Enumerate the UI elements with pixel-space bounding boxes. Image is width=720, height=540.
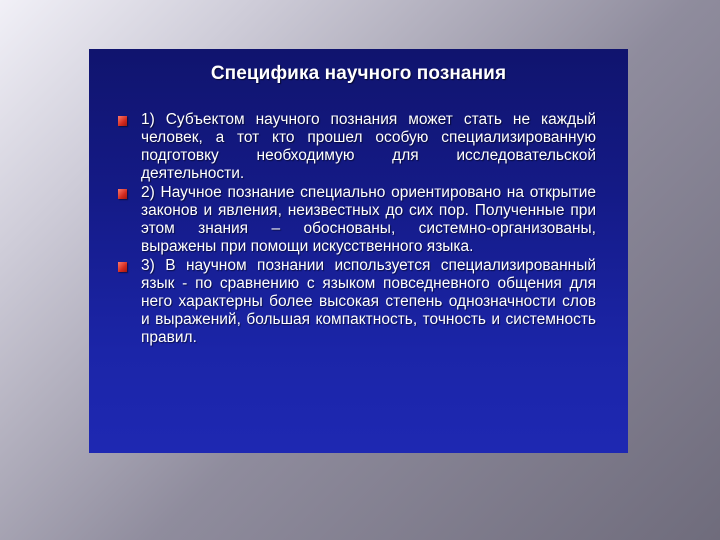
bullet-list: [118, 111, 596, 348]
slide-title: Специфика научного познания: [210, 63, 507, 84]
square-bullet-icon: [118, 262, 127, 272]
square-bullet-icon: [118, 116, 127, 126]
bullet-item-text: 1) Субъектом научного познания может стать не каждый человек, а тот кто прошел особую специализированную подготовку необходимую для исследовательской деятельности.: [141, 111, 596, 182]
bullet-item-1: [118, 111, 596, 183]
bullet-item-2: [118, 184, 596, 256]
bullet-item-text: 2) Научное познание специально ориентировано на открытие законов и явления, неизвестных до сих пор. Полученные при этом знания – обоснованы, системно-организованы, выражены при помощи искусственного языка.: [141, 184, 596, 255]
bullet-item-3: [118, 257, 596, 347]
square-bullet-icon: [118, 189, 127, 199]
slide-panel: [89, 49, 628, 453]
bullet-item-text: 3) В научном познании используется специализированный язык - по сравнению с языком повседневного общения для него характерны более высокая степень однозначности слов и выражений, большая компактность, точность и системность правил.: [141, 257, 596, 346]
